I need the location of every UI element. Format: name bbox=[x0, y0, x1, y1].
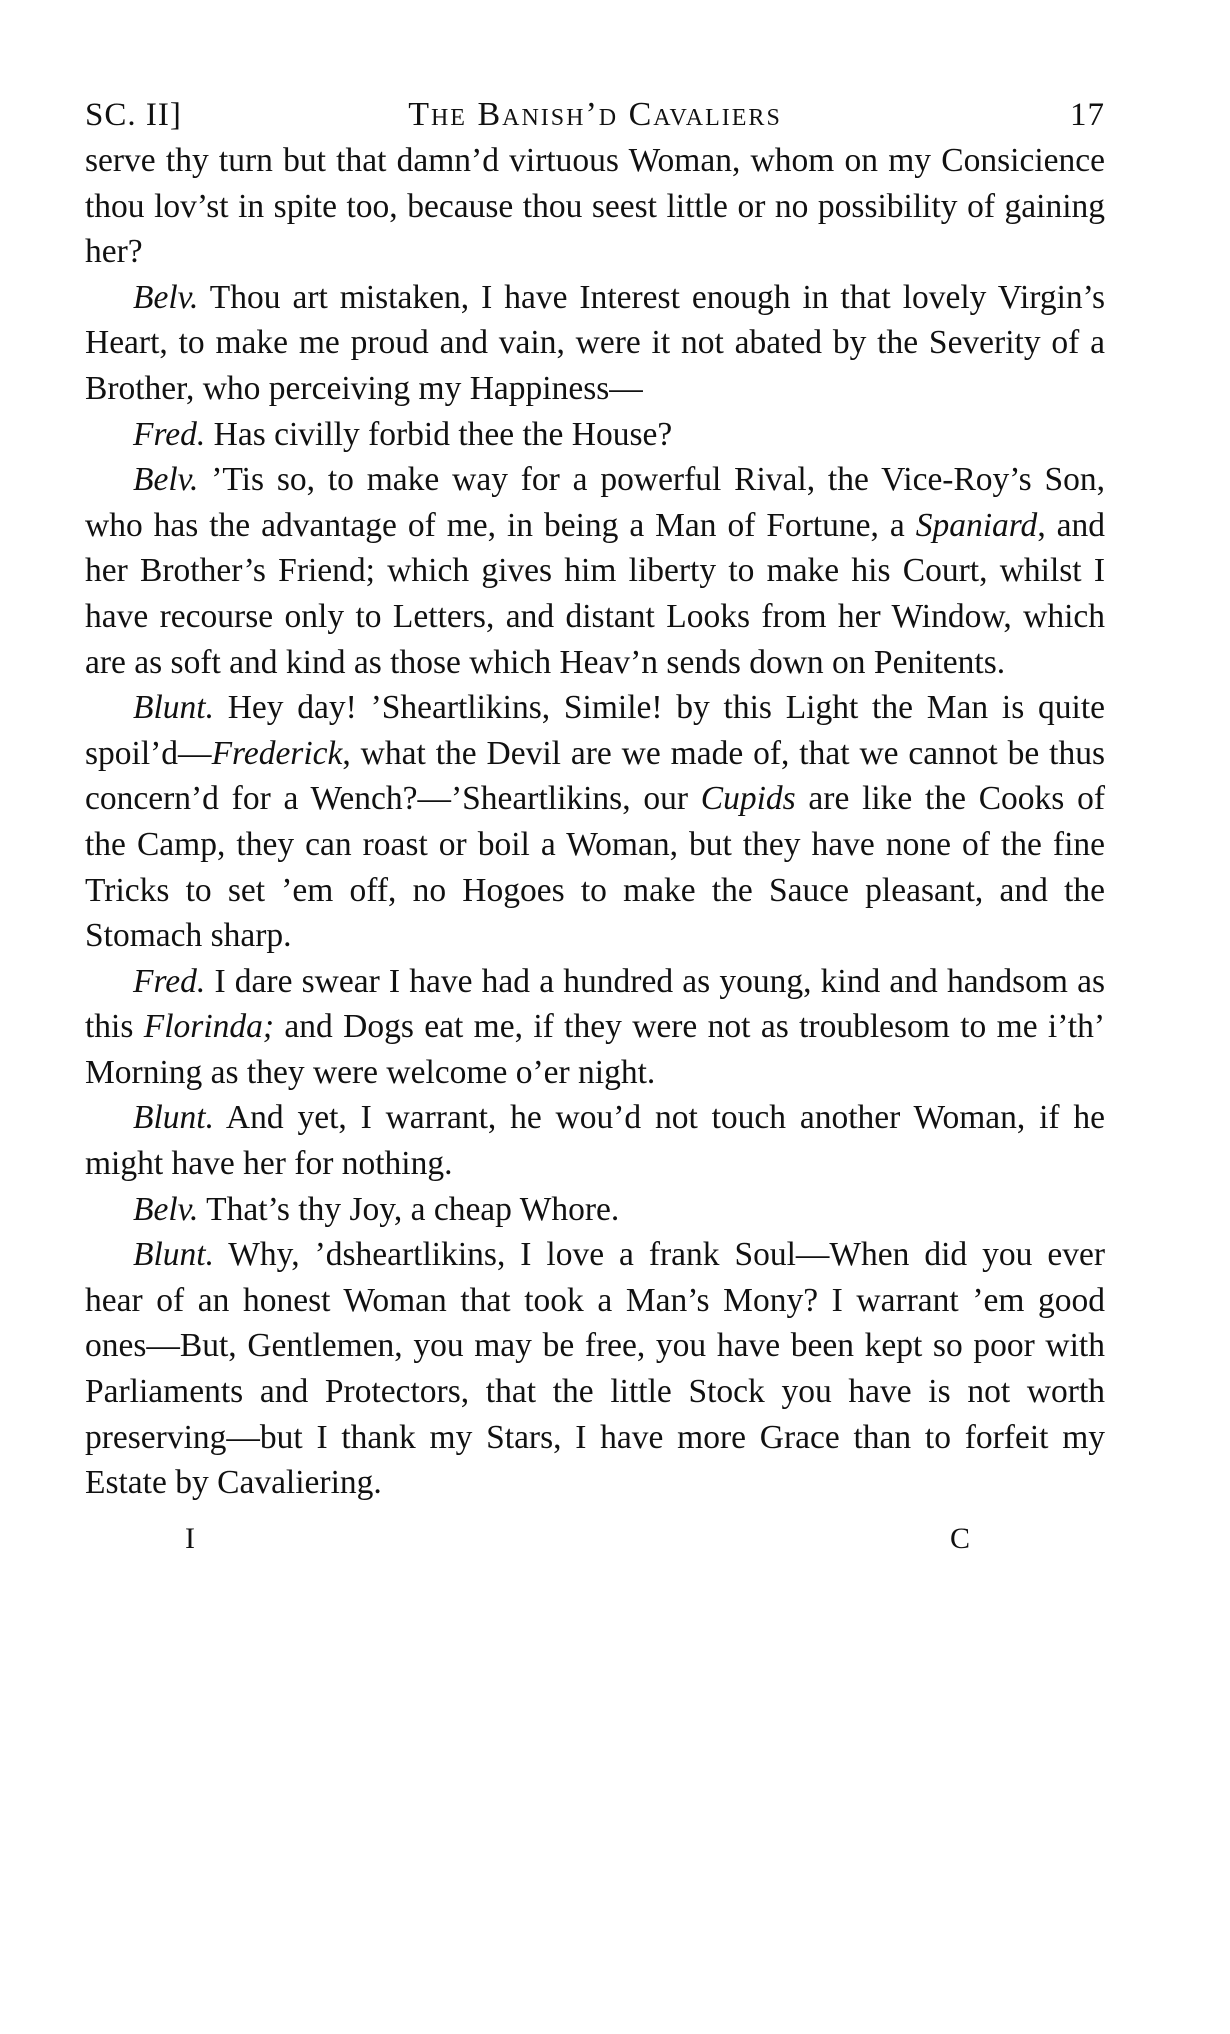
speech-text: serve thy turn but that damn’d virtuous Woman, whom on my Consicience thou lov’st in spite too, because thou seest little or no possibility of gaining her? bbox=[85, 142, 1105, 271]
signature-line bbox=[85, 1516, 1105, 1562]
speaker-name: Blunt. bbox=[133, 1099, 214, 1137]
dialogue-text bbox=[85, 138, 1105, 1506]
book-page bbox=[85, 92, 1105, 1562]
dialogue-paragraph bbox=[85, 959, 1105, 1096]
signature-mark: C bbox=[950, 1521, 971, 1555]
dialogue-paragraph bbox=[85, 1232, 1105, 1506]
speech-text: , and her Brother’s Friend; which gives him liberty to make his Court, whilst I have recourse only to Letters, and distant Looks from her Window, which are as soft and kind as those which Heav’n sends down on Penitents. bbox=[85, 506, 1106, 681]
speaker-name: Belv. bbox=[133, 278, 199, 316]
speech-text: , what the Devil are we made of, that we cannot be thus concern’d for a Wench?—’Sheartlikins, our bbox=[85, 734, 1105, 818]
speech-text: Thou art mistaken, I have Interest enough in that lovely Virgin’s Heart, to make me proud and vain, were it not abated by the Severity of a Brother, who perceiving my Happiness— bbox=[85, 278, 1105, 407]
scene-marker: SC. II] bbox=[85, 97, 182, 133]
speech-text: are like the Cooks of the Camp, they can roast or boil a Woman, but they have none of the fine Tricks to set ’em off, no Hogoes to make the Sauce pleasant, and the Stomach sharp. bbox=[85, 780, 1105, 955]
dialogue-paragraph bbox=[85, 457, 1105, 685]
speech-text: Why, ’dsheartlikins, I love a frank Soul—When did you ever hear of an honest Woman that took a Man’s Mony? I warrant ’em good ones—But, Gentlemen, you may be free, you have been kept so poor with Parliaments and Protectors, that the little Stock you have is not worth preserving—but I thank my Stars, I have more Grace than to forfeit my Estate by Cavaliering. bbox=[85, 1236, 1105, 1502]
speaker-name: Fred. bbox=[133, 415, 206, 453]
running-head bbox=[85, 92, 1105, 138]
speaker-name: Blunt. bbox=[133, 689, 214, 727]
speaker-name: Belv. bbox=[133, 461, 199, 499]
italic-text: Florinda; bbox=[143, 1008, 275, 1046]
running-title: The Banish’d Cavaliers bbox=[408, 96, 782, 133]
dialogue-paragraph bbox=[85, 1187, 1105, 1233]
speaker-name: Belv. bbox=[133, 1190, 199, 1228]
speech-text: That’s thy Joy, a cheap Whore. bbox=[198, 1190, 620, 1228]
italic-text: Cupids bbox=[700, 780, 796, 818]
italic-text: Spaniard bbox=[915, 506, 1038, 544]
dialogue-paragraph bbox=[85, 1095, 1105, 1186]
italic-text: Frederick bbox=[211, 734, 343, 772]
volume-mark: I bbox=[185, 1521, 195, 1555]
speech-text: Has civilly forbid thee the House? bbox=[205, 415, 673, 453]
speech-text: I dare swear I have had a hundred as young, kind and handsom as this bbox=[85, 962, 1105, 1046]
dialogue-paragraph bbox=[85, 138, 1105, 275]
dialogue-paragraph bbox=[85, 275, 1105, 412]
speaker-name: Blunt. bbox=[133, 1236, 214, 1274]
page-number: 17 bbox=[1070, 97, 1105, 133]
speech-text: And yet, I warrant, he wou’d not touch another Woman, if he might have her for nothing. bbox=[85, 1099, 1105, 1183]
speech-text: Hey day! ’Sheartlikins, Simile! by this Light the Man is quite spoil’d— bbox=[85, 689, 1105, 772]
dialogue-paragraph bbox=[85, 412, 1105, 458]
dialogue-paragraph bbox=[85, 685, 1105, 959]
speech-text: ’Tis so, to make way for a powerful Rival, the Vice-Roy’s Son, who has the advantage of me, in being a Man of Fortune, a bbox=[85, 461, 1105, 544]
speaker-name: Fred. bbox=[133, 962, 206, 1000]
speech-text: and Dogs eat me, if they were not as troublesom to me i’th’ Morning as they were welcome o’er night. bbox=[85, 1008, 1106, 1091]
